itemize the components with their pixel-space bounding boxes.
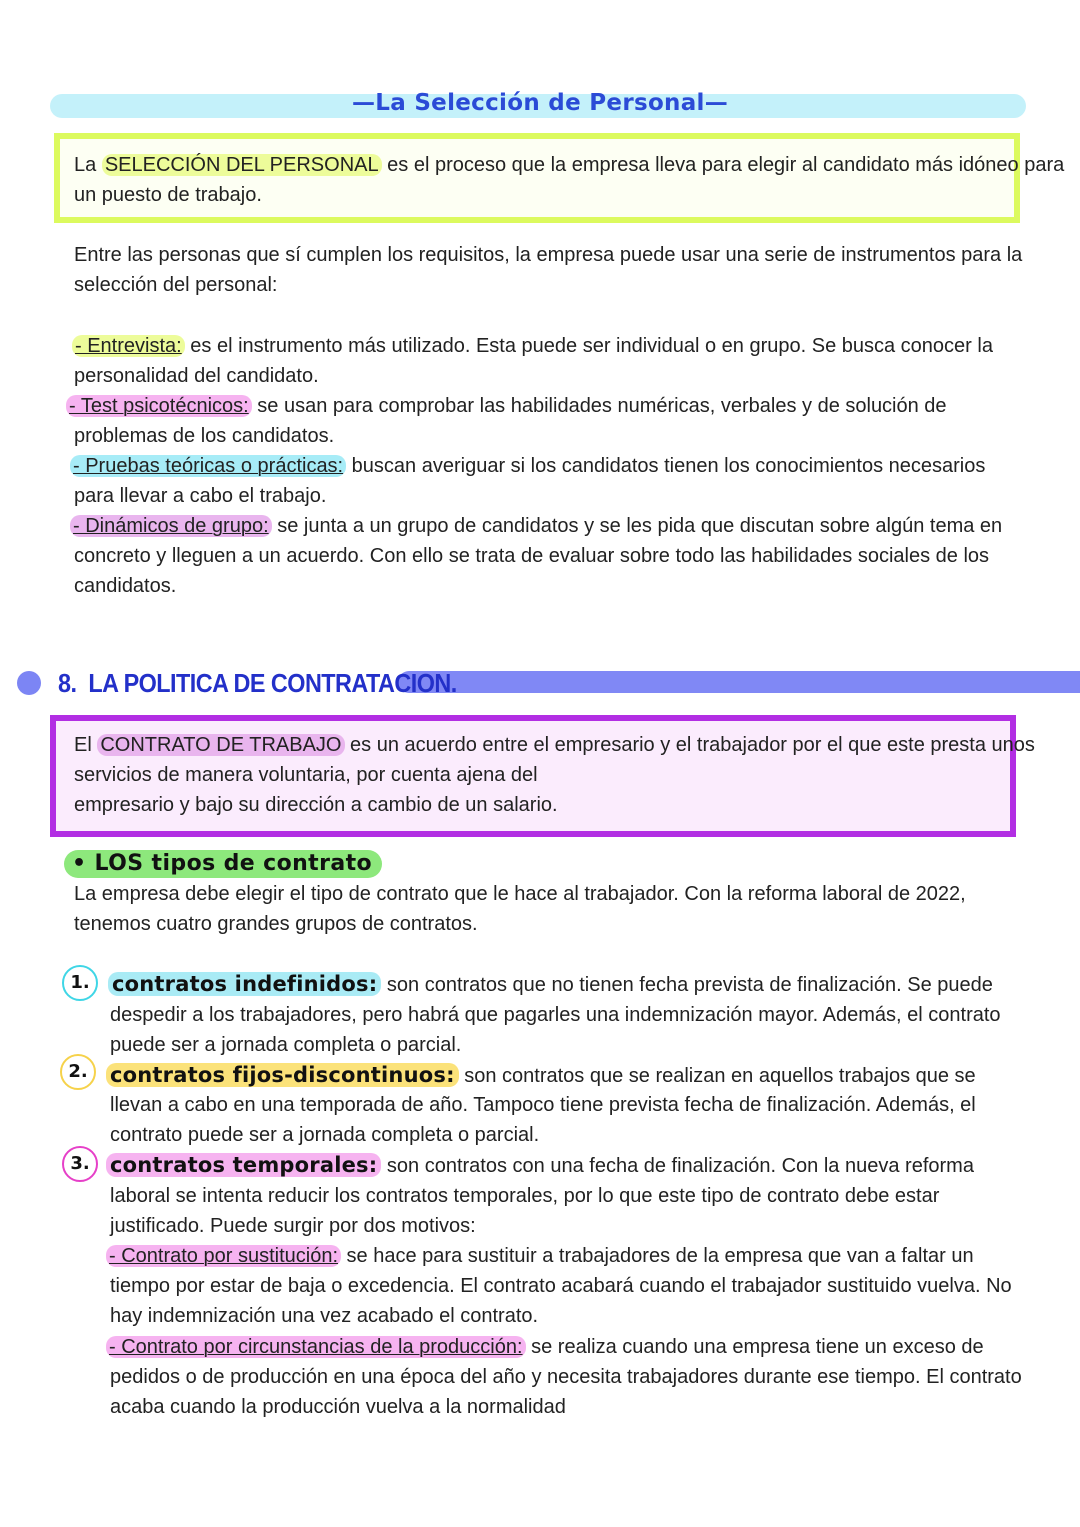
motivo-text: se realiza cuando una empresa tiene un exceso de	[525, 1336, 984, 1358]
contrato-term: contratos indefinidos:	[108, 972, 381, 996]
seleccion-rest: es el proceso que la empresa lleva para elegir al candidato más idóneo para	[381, 154, 1065, 176]
instrumento-text: buscan averiguar si los candidatos tienen los conocimientos necesarios	[346, 455, 986, 477]
seleccion-line-1	[74, 150, 1064, 180]
instrumento-text: es el instrumento más utilizado. Esta puede ser individual o en grupo. Se busca conocer la	[184, 335, 993, 357]
contrato-temporales-line-2: laboral se intenta reducir los contratos temporales, por lo que este tipo de contrato debe estar	[110, 1185, 940, 1207]
seleccion-pre: La	[74, 154, 102, 176]
contrato-line-3: empresario y bajo su dirección a cambio de un salario.	[74, 794, 558, 816]
contrato-text: son contratos que no tienen fecha prevista de finalización. Se puede	[381, 974, 993, 996]
contrato-temporales-line-3: justificado. Puede surgir por dos motivos:	[110, 1215, 476, 1237]
section-bullet-icon	[17, 671, 41, 695]
motivo-text: se hace para sustituir a trabajadores de la empresa que van a faltar un	[341, 1245, 974, 1267]
contrato-temporales	[106, 1150, 974, 1181]
section-title: LA POLITICA DE CONTRATACION.	[88, 668, 457, 698]
contrato-text: son contratos que se realizan en aquellos trabajos que se	[458, 1065, 976, 1087]
contrato-line-2: servicios de manera voluntaria, por cuenta ajena del	[74, 764, 538, 786]
instrumento-text: se usan para comprobar las habilidades numéricas, verbales y de solución de	[251, 395, 947, 417]
instrumento-pruebas	[70, 451, 985, 481]
contrato-text: son contratos con una fecha de finalización. Con la nueva reforma	[381, 1155, 974, 1177]
instrumento-pruebas-line-2: para llevar a cabo el trabajo.	[74, 485, 327, 507]
instrumento-dinamicos	[70, 511, 1002, 541]
contrato-term: contratos fijos-discontinuos:	[106, 1063, 459, 1087]
contrato-indefinidos-line-2: despedir a los trabajadores, pero habrá que pagarles una indemnización mayor. Además, el contrato	[110, 1004, 1001, 1026]
seleccion-line-2: un puesto de trabajo.	[74, 184, 262, 206]
number-badge: 1.	[62, 965, 98, 1001]
contrato-line-1	[74, 730, 1035, 760]
contrato-indefinidos	[108, 969, 993, 1000]
contrato-indefinidos-line-3: puede ser a jornada completa o parcial.	[110, 1034, 462, 1056]
intro-line-2: selección del personal:	[74, 274, 278, 296]
motivo-term: - Contrato por sustitución:	[106, 1245, 341, 1267]
instrumento-entrevista-line-2: personalidad del candidato.	[74, 365, 319, 387]
intro-line-1: Entre las personas que sí cumplen los requisitos, la empresa puede usar una serie de instrumentos para la	[74, 244, 1023, 266]
tipos-line-2: tenemos cuatro grandes grupos de contratos.	[74, 913, 478, 935]
contrato-pre: El	[74, 734, 98, 756]
motivo-term: - Contrato por circunstancias de la producción:	[106, 1336, 526, 1358]
instrumento-term: - Entrevista:	[72, 335, 185, 357]
contrato-fijos-line-3: contrato puede ser a jornada completa o parcial.	[110, 1124, 540, 1146]
instrumento-entrevista	[72, 331, 993, 361]
section-heading	[58, 668, 457, 699]
instrumento-text: se junta a un grupo de candidatos y se les pida que discutan sobre algún tema en	[271, 515, 1003, 537]
instrumento-dinamicos-line-3: candidatos.	[74, 575, 177, 597]
number-badge: 2.	[60, 1054, 96, 1090]
motivo-produccion	[106, 1332, 984, 1362]
motivo-produccion-line-3: acaba cuando la producción vuelva a la normalidad	[110, 1396, 566, 1418]
section-number: 8.	[58, 668, 77, 698]
subheading-tipos: • LOS tipos de contrato	[64, 850, 382, 878]
section-bar	[398, 671, 1080, 693]
number-badge: 3.	[62, 1146, 98, 1182]
instrumento-dinamicos-line-2: concreto y lleguen a un acuerdo. Con ello se trata de evaluar sobre todo las habilidades sociales de los	[74, 545, 990, 567]
contrato-fijos-line-2: llevan a cabo en una temporada de año. Tampoco tiene prevista fecha de finalización. Además, el	[110, 1094, 976, 1116]
instrumento-term: - Test psicotécnicos:	[66, 395, 252, 417]
motivo-produccion-line-2: pedidos o de producción en una época del año y necesita trabajadores durante ese tiempo. El contrato	[110, 1366, 1022, 1388]
motivo-sustitucion-line-2: tiempo por estar de baja o excedencia. El contrato acabará cuando el trabajador sustituido vuelva. No	[110, 1275, 1012, 1297]
motivo-sustitucion-line-3: hay indemnización una vez acabado el contrato.	[110, 1305, 539, 1327]
seleccion-term: SELECCIÓN DEL PERSONAL	[102, 154, 382, 176]
contrato-fijos-discontinuos	[106, 1060, 976, 1091]
tipos-line-1: La empresa debe elegir el tipo de contrato que le hace al trabajador. Con la reforma laboral de 2022,	[74, 883, 966, 905]
motivo-sustitucion	[106, 1241, 974, 1271]
instrumento-test-line-2: problemas de los candidatos.	[74, 425, 335, 447]
instrumento-test	[66, 391, 947, 421]
contrato-term: CONTRATO DE TRABAJO	[97, 734, 344, 756]
contrato-rest: es un acuerdo entre el empresario y el trabajador por el que este presta unos	[344, 734, 1035, 756]
instrumento-term: - Pruebas teóricas o prácticas:	[70, 455, 346, 477]
contrato-term: contratos temporales:	[106, 1153, 381, 1177]
page-title: —La Selección de Personal—	[351, 90, 729, 116]
instrumento-term: - Dinámicos de grupo:	[70, 515, 272, 537]
